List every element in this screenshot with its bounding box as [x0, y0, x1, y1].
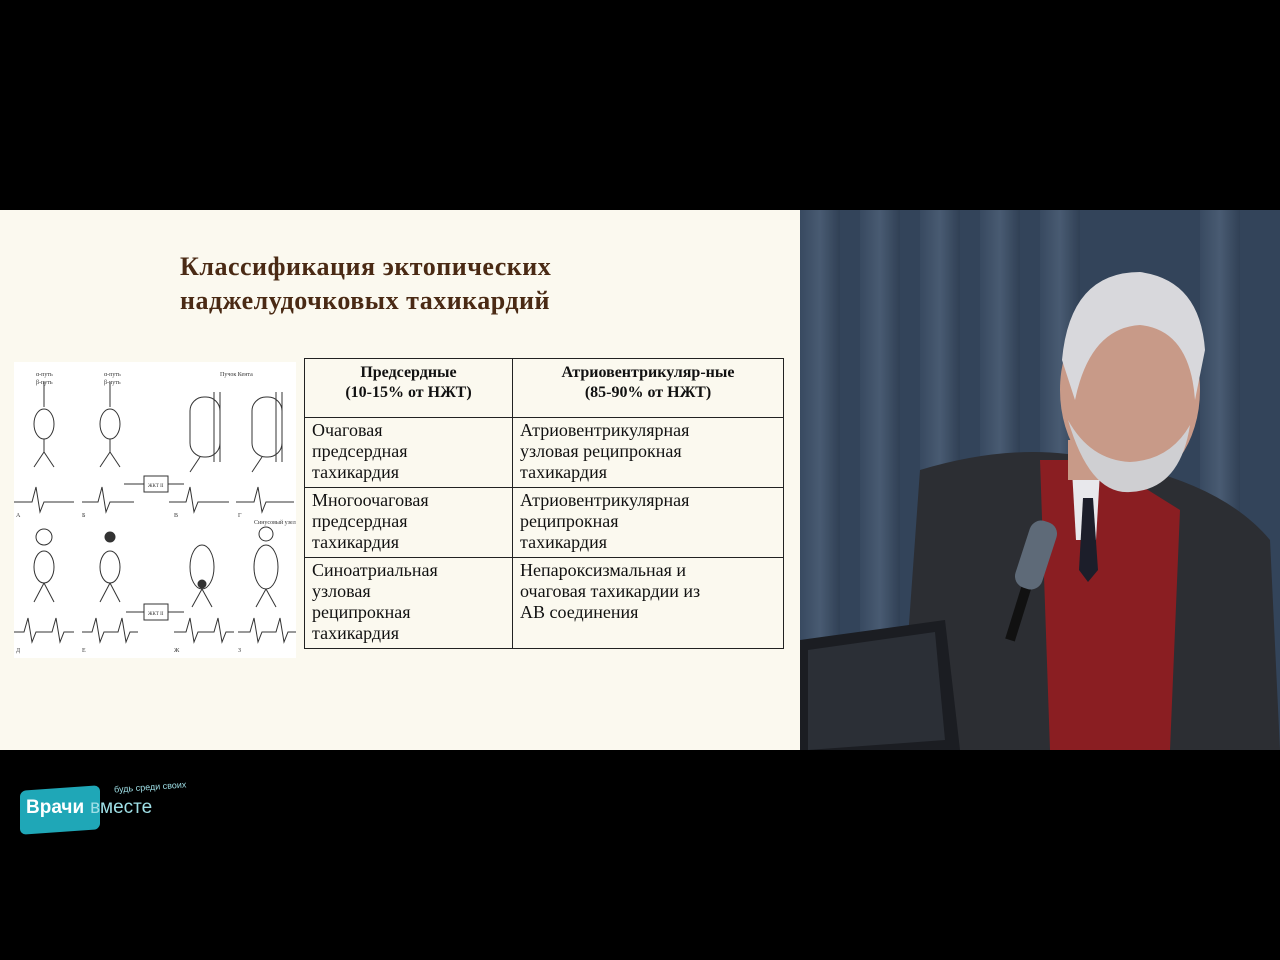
table-header-row — [305, 359, 784, 418]
slide-title-line-2: наджелудочковых тахикардий — [180, 286, 550, 315]
table-cell: Синоатриальная узловая реципрокная тахикардия — [305, 558, 513, 649]
diagram-label-kent: Пучок Кента — [220, 372, 253, 378]
header-av: Атриовентрикуляр-ные (85-90% от НЖТ) — [513, 359, 784, 418]
diagram-letter-e: Е — [82, 648, 86, 654]
table-cell: Многоочаговая предсердная тахикардия — [305, 488, 513, 558]
header-atrial: Предсердные (10-15% от НЖТ) — [305, 359, 513, 418]
diagram-label-svt: ЖКТ II — [148, 484, 164, 489]
diagram-label-alpha: α-путь — [36, 372, 53, 378]
diagram-letter-g: Г — [238, 513, 242, 519]
presentation-slide — [0, 210, 800, 750]
diagram-label-beta: β-путь — [36, 380, 53, 386]
slide-title-line-1: Классификация эктопических — [180, 252, 552, 281]
diagram-letter-a: А — [16, 513, 21, 519]
reentry-diagram — [14, 362, 296, 658]
logo-word-2: вместе — [90, 797, 153, 818]
table-cell: Непароксизмальная и очаговая тахикардии из АВ соединения — [513, 558, 784, 649]
table-cell: Атриовентрикулярная узловая реципрокная тахикардия — [513, 418, 784, 488]
table-row — [305, 558, 784, 649]
speaker-sweater — [1040, 460, 1180, 750]
table-cell: Атриовентрикулярная реципрокная тахикардия — [513, 488, 784, 558]
slide-title — [180, 250, 700, 318]
diagram-letter-b: Б — [82, 513, 86, 519]
table-row — [305, 418, 784, 488]
diagram-label-svt-2: ЖКТ II — [148, 612, 164, 617]
speaker-video — [800, 210, 1280, 750]
diagram-label-sinus: Синусовый узел — [254, 520, 296, 526]
vrachi-vmeste-logo — [20, 780, 220, 840]
classification-table — [304, 358, 784, 649]
diagram-label-beta-2: β-путь — [104, 380, 121, 386]
diagram-letter-z: З — [238, 648, 242, 654]
diagram-letter-d: Д — [16, 648, 21, 654]
table-cell: Очаговая предсердная тахикардия — [305, 418, 513, 488]
logo-word-1: Врачи — [26, 797, 85, 818]
diagram-label-alpha-2: α-путь — [104, 372, 121, 378]
table-row — [305, 488, 784, 558]
diagram-letter-v: В — [174, 513, 179, 519]
diagram-letter-zh: Ж — [174, 648, 180, 654]
logo-tagline: будь среди своих — [113, 779, 187, 795]
